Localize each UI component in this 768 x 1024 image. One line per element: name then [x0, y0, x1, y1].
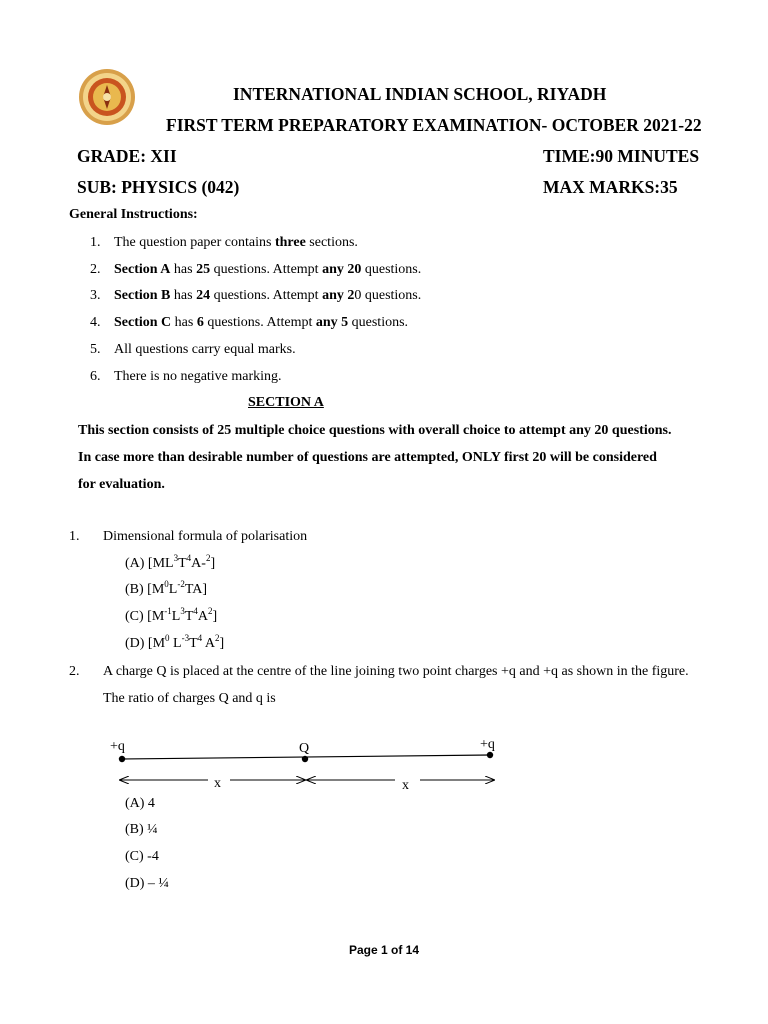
distance-label-left: x: [214, 776, 221, 791]
superscript: 2: [205, 553, 211, 563]
text-part: 0 questions.: [354, 288, 422, 303]
question-2-text-line: The ratio of charges Q and q is: [103, 691, 276, 706]
right-charge-label: +q: [480, 737, 495, 752]
bold-part: three: [274, 235, 306, 250]
opt-text: (C) [M: [125, 609, 165, 624]
superscript: -2: [177, 579, 185, 589]
text-part: has: [171, 315, 197, 330]
opt-text: (B) [M: [125, 582, 165, 597]
q1-option-c: [125, 606, 218, 625]
superscript: -3: [181, 633, 190, 643]
opt-text: A-: [191, 556, 206, 571]
superscript: 4: [197, 633, 203, 643]
section-a-desc-line: for evaluation.: [78, 477, 165, 492]
opt-text: ]: [212, 609, 218, 624]
page-number: Page 1 of 14: [348, 943, 420, 957]
question-1-number: 1.: [69, 529, 80, 544]
text-part: The question paper contains: [114, 235, 275, 250]
school-name: INTERNATIONAL INDIAN SCHOOL, RIYADH: [233, 84, 607, 104]
superscript: 2: [208, 606, 213, 616]
opt-text: A: [202, 636, 216, 651]
q2-option-b: (B) ¼: [125, 822, 158, 837]
subject-label: SUB: PHYSICS (042): [77, 177, 240, 197]
q1-option-b: [125, 579, 208, 598]
q2-option-c: (C) -4: [125, 849, 159, 864]
distance-label-right: x: [402, 778, 409, 793]
opt-text: T: [189, 636, 198, 651]
instruction-number: 1.: [90, 235, 101, 250]
opt-text: ]: [210, 556, 216, 571]
opt-text: L: [169, 636, 182, 651]
instruction-text: [114, 288, 421, 304]
bold-part: any 5: [315, 315, 349, 330]
opt-text: TA]: [184, 582, 208, 597]
left-charge-label: +q: [110, 739, 125, 754]
opt-text: L: [171, 609, 181, 624]
text-part: questions. Attempt: [203, 315, 316, 330]
bold-part: any 20: [322, 262, 362, 277]
question-2-text-line: A charge Q is placed at the centre of the line joining two point charges +q and +q as shown in the figure.: [103, 664, 689, 679]
text-part: has: [170, 288, 197, 303]
bold-part: 24: [196, 288, 211, 303]
superscript: 0: [164, 579, 169, 589]
question-2-number: 2.: [69, 664, 80, 679]
superscript: 0: [165, 633, 170, 643]
bold-part: 6: [196, 315, 204, 330]
text-part: questions.: [348, 315, 409, 330]
instruction-number: 3.: [90, 288, 101, 303]
q2-option-d: (D) – ¼: [125, 876, 169, 891]
center-charge-label: Q: [299, 741, 310, 756]
section-a-desc-line: This section consists of 25 multiple choice questions with overall choice to attempt any 20 questions.: [78, 423, 672, 438]
opt-text: A: [197, 609, 209, 624]
text-part: sections.: [305, 235, 358, 250]
grade-label: GRADE: XII: [77, 146, 177, 166]
text-part: has: [170, 262, 197, 277]
bold-part: Section C: [114, 315, 172, 330]
q2-option-a: (A) 4: [125, 796, 155, 811]
instruction-text: All questions carry equal marks.: [114, 342, 296, 357]
instruction-number: 5.: [90, 342, 101, 357]
text-part: questions. Attempt: [210, 262, 323, 277]
instruction-text: [114, 262, 421, 278]
opt-text: (A) [ML: [125, 556, 174, 571]
opt-text: L: [168, 582, 178, 597]
text-part: questions. Attempt: [210, 288, 323, 303]
superscript: 3: [180, 606, 185, 616]
section-a-desc-line: In case more than desirable number of questions are attempted, ONLY first 20 will be considered: [78, 450, 657, 465]
instruction-number: 4.: [90, 315, 101, 330]
superscript: 2: [215, 633, 220, 643]
text-part: questions.: [361, 262, 422, 277]
question-1-text: Dimensional formula of polarisation: [103, 529, 308, 544]
instruction-text: [114, 235, 358, 251]
q1-option-a: [125, 553, 216, 572]
opt-text: ]: [219, 636, 225, 651]
center-charge-dot: [302, 756, 308, 762]
instruction-number: 2.: [90, 262, 101, 277]
superscript: -1: [164, 606, 172, 616]
instruction-number: 6.: [90, 369, 101, 384]
bold-part: Section A: [114, 262, 171, 277]
charge-figure: [100, 728, 520, 798]
right-charge-dot: [487, 752, 493, 758]
opt-text: (D) [M: [125, 636, 166, 651]
left-charge-dot: [119, 756, 125, 762]
instructions-title: General Instructions:: [69, 207, 198, 222]
superscript: 4: [193, 606, 198, 616]
instruction-text: There is no negative marking.: [114, 369, 282, 384]
school-logo-emblem: [78, 68, 136, 126]
bold-part: any 2: [322, 288, 355, 303]
bold-part: 25: [196, 262, 211, 277]
exam-title: FIRST TERM PREPARATORY EXAMINATION- OCTOBER 2021-22: [166, 115, 702, 135]
max-marks-label: MAX MARKS:35: [543, 177, 678, 197]
time-label: TIME:90 MINUTES: [543, 146, 700, 166]
superscript: 3: [173, 553, 179, 563]
section-a-title: SECTION A: [248, 395, 324, 410]
q1-option-d: [125, 633, 225, 652]
superscript: 4: [186, 553, 192, 563]
opt-text: T: [178, 556, 187, 571]
bold-part: Section B: [114, 288, 171, 303]
opt-text: T: [184, 609, 194, 624]
instruction-text: [114, 315, 408, 331]
